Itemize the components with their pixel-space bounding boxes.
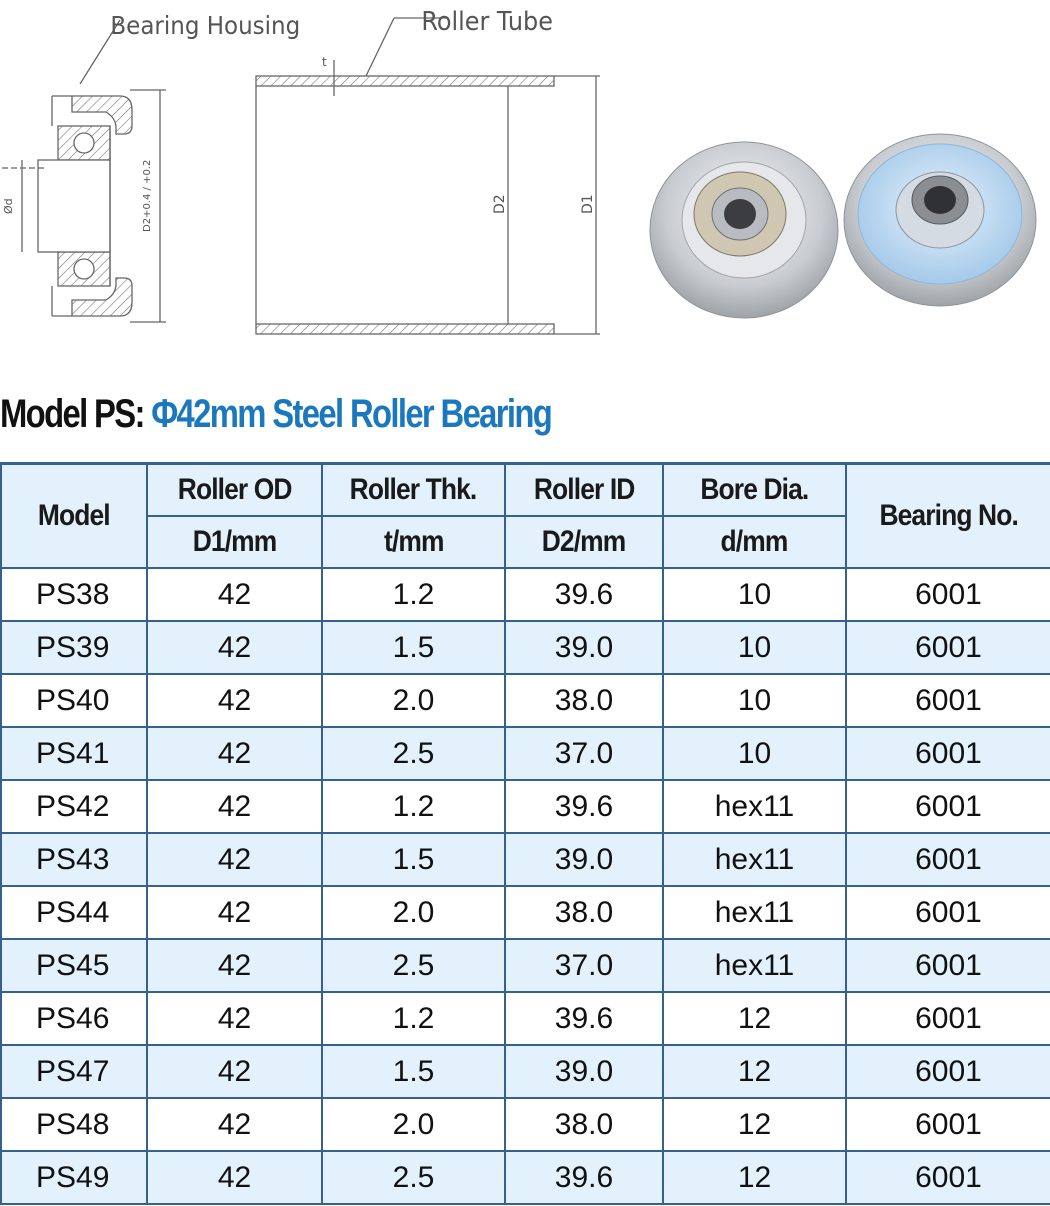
table-row (1, 886, 1050, 939)
d1-label: D1 (580, 194, 596, 214)
cell-model: PS48 (1, 1098, 147, 1151)
table-body (1, 568, 1050, 1204)
cell-bore-dia: 12 (663, 992, 846, 1045)
cell-roller-od: 42 (147, 992, 322, 1045)
cell-bearing-no: 6001 (846, 1151, 1050, 1204)
cell-roller-thk: 2.5 (322, 727, 505, 780)
cell-roller-od: 42 (147, 621, 322, 674)
cell-roller-id: 39.0 (505, 1045, 663, 1098)
cell-roller-thk: 2.0 (322, 886, 505, 939)
cell-bore-dia: 12 (663, 1151, 846, 1204)
bore-dim-label: Ød (2, 198, 15, 214)
cell-model: PS49 (1, 1151, 147, 1204)
cell-roller-id: 39.6 (505, 1151, 663, 1204)
bearing-housing-label: Bearing Housing (110, 11, 301, 41)
cell-bearing-no: 6001 (846, 621, 1050, 674)
thickness-label: t (322, 55, 327, 69)
cell-model: PS38 (1, 568, 147, 621)
cell-bore-dia: 10 (663, 621, 846, 674)
table-row (1, 939, 1050, 992)
cell-bearing-no: 6001 (846, 780, 1050, 833)
table-row (1, 833, 1050, 886)
cell-bearing-no: 6001 (846, 1098, 1050, 1151)
cell-roller-thk: 1.2 (322, 992, 505, 1045)
cell-roller-od: 42 (147, 886, 322, 939)
cell-roller-od: 42 (147, 939, 322, 992)
cell-roller-od: 42 (147, 1098, 322, 1151)
table-row (1, 727, 1050, 780)
cell-roller-od: 42 (147, 780, 322, 833)
title-prefix: Model PS: (0, 392, 144, 436)
cell-bore-dia: hex11 (663, 780, 846, 833)
cell-roller-od: 42 (147, 1045, 322, 1098)
table-row (1, 568, 1050, 621)
cell-model: PS46 (1, 992, 147, 1045)
cell-bearing-no: 6001 (846, 674, 1050, 727)
cell-bearing-no: 6001 (846, 886, 1050, 939)
cell-roller-thk: 1.2 (322, 780, 505, 833)
header-bore-dia: Bore Dia. (663, 464, 846, 517)
cell-model: PS45 (1, 939, 147, 992)
cell-roller-id: 38.0 (505, 674, 663, 727)
header-roller-thk: Roller Thk. (322, 464, 505, 517)
cell-roller-thk: 2.0 (322, 674, 505, 727)
cell-model: PS43 (1, 833, 147, 886)
cell-bore-dia: hex11 (663, 939, 846, 992)
table-row (1, 621, 1050, 674)
cell-bearing-no: 6001 (846, 727, 1050, 780)
bearing-front-view (650, 142, 838, 318)
table-row (1, 1045, 1050, 1098)
header-d2-unit: D2/mm (505, 516, 663, 568)
cell-bearing-no: 6001 (846, 1045, 1050, 1098)
cell-bearing-no: 6001 (846, 833, 1050, 886)
cell-roller-thk: 2.5 (322, 1151, 505, 1204)
cell-bearing-no: 6001 (846, 939, 1050, 992)
cell-roller-id: 37.0 (505, 939, 663, 992)
title-product-name: Φ42mm Steel Roller Bearing (151, 392, 552, 436)
cell-bore-dia: 10 (663, 568, 846, 621)
cell-bore-dia: hex11 (663, 833, 846, 886)
cell-roller-thk: 1.2 (322, 568, 505, 621)
cell-roller-id: 39.0 (505, 621, 663, 674)
cell-model: PS40 (1, 674, 147, 727)
bearing-product-image (640, 120, 1050, 340)
cell-roller-id: 39.6 (505, 568, 663, 621)
table-row (1, 674, 1050, 727)
cell-roller-id: 38.0 (505, 886, 663, 939)
table-row (1, 1151, 1050, 1204)
cell-roller-id: 39.0 (505, 833, 663, 886)
d2-tolerance-label: D2+0.4 / +0.2 (142, 159, 153, 232)
roller-tube-drawing (256, 18, 600, 334)
header-d-unit: d/mm (663, 516, 846, 568)
page-title (0, 392, 551, 437)
roller-tube-label: Roller Tube (421, 6, 553, 37)
cell-roller-thk: 1.5 (322, 621, 505, 674)
cell-roller-id: 39.6 (505, 992, 663, 1045)
cell-model: PS44 (1, 886, 147, 939)
header-model: Model (1, 464, 147, 569)
technical-diagram (0, 0, 640, 370)
table-row (1, 992, 1050, 1045)
bearing-back-view (844, 134, 1036, 306)
cell-roller-thk: 1.5 (322, 833, 505, 886)
table-row (1, 780, 1050, 833)
cell-roller-thk: 1.5 (322, 1045, 505, 1098)
cell-model: PS47 (1, 1045, 147, 1098)
header-roller-id: Roller ID (505, 464, 663, 517)
cell-roller-od: 42 (147, 568, 322, 621)
table-row (1, 1098, 1050, 1151)
cell-roller-od: 42 (147, 674, 322, 727)
cell-bore-dia: 12 (663, 1045, 846, 1098)
header-roller-od: Roller OD (147, 464, 322, 517)
cell-roller-id: 39.6 (505, 780, 663, 833)
cell-bore-dia: 10 (663, 674, 846, 727)
cell-model: PS39 (1, 621, 147, 674)
cell-model: PS41 (1, 727, 147, 780)
cell-roller-od: 42 (147, 727, 322, 780)
cell-roller-od: 42 (147, 1151, 322, 1204)
cell-bearing-no: 6001 (846, 992, 1050, 1045)
cell-roller-od: 42 (147, 833, 322, 886)
spec-table (0, 462, 1050, 1205)
cell-bore-dia: hex11 (663, 886, 846, 939)
d2-label: D2 (492, 194, 508, 214)
cell-roller-thk: 2.0 (322, 1098, 505, 1151)
cell-roller-id: 37.0 (505, 727, 663, 780)
table-header (1, 464, 1050, 569)
header-d1-unit: D1/mm (147, 516, 322, 568)
cell-model: PS42 (1, 780, 147, 833)
header-bearing-no: Bearing No. (846, 464, 1050, 569)
cell-roller-id: 38.0 (505, 1098, 663, 1151)
cell-bore-dia: 12 (663, 1098, 846, 1151)
header-t-unit: t/mm (322, 516, 505, 568)
cell-bearing-no: 6001 (846, 568, 1050, 621)
cell-roller-thk: 2.5 (322, 939, 505, 992)
cell-bore-dia: 10 (663, 727, 846, 780)
